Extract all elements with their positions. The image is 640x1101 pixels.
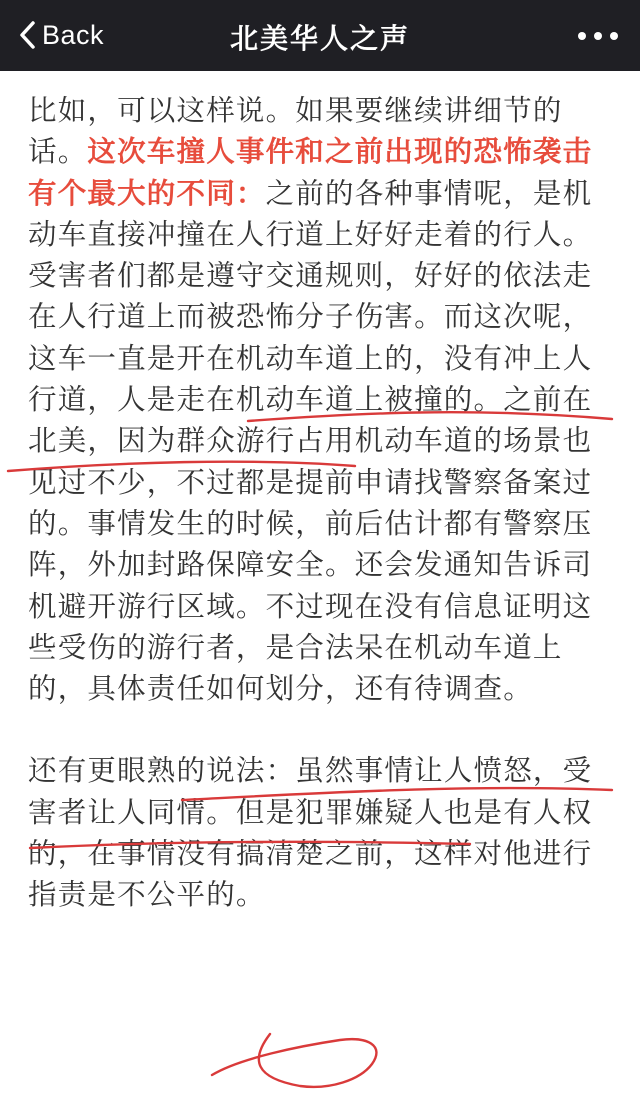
circle-stroke bbox=[212, 1034, 376, 1087]
highlighted-sentence: 这次车撞人事件和之前出现的恐怖袭击有个最大的不同： bbox=[28, 135, 593, 210]
article-paragraph-1 bbox=[28, 90, 618, 709]
paragraph-body: 之前的各种事情呢，是机动车直接冲撞在人行道上好好走着的行人。受害者们都是遵守交通规则，好好的依法走在人行道上而被恐怖分子伤害。而这次呢，这车一直是开在机动车道上的，没有冲上人行道，人是走在机动车道上被撞的。之前在北美，因为群众游行占用机动车道的场景也见过不少，不过都是提前申请找警察备案过的。事情发生的时候，前后估计都有警察压阵，外加封路保障安全。还会发通知告诉司机避开游行区域。不过现在没有信息证明这些受伤的游行者，是合法呆在机动车道上的，具体责任如何划分，还有待调查。 bbox=[28, 176, 593, 706]
back-label: Back bbox=[42, 19, 105, 50]
paragraph-lead: 比如，可以这样说。如果要继续讲细节的话。 bbox=[28, 94, 563, 169]
page-title: 北美华人之声 bbox=[229, 22, 410, 55]
article-body bbox=[28, 90, 618, 916]
article-paragraph-2: 还有更眼熟的说法：虽然事情让人愤怒，受害者让人同情。但是犯罪嫌疑人也是有人权的，在事情没有搞清楚之前，这样对他进行指责是不公平的。 bbox=[28, 754, 593, 912]
top-navigation-bar bbox=[0, 0, 640, 71]
more-dots-icon[interactable] bbox=[578, 26, 618, 46]
